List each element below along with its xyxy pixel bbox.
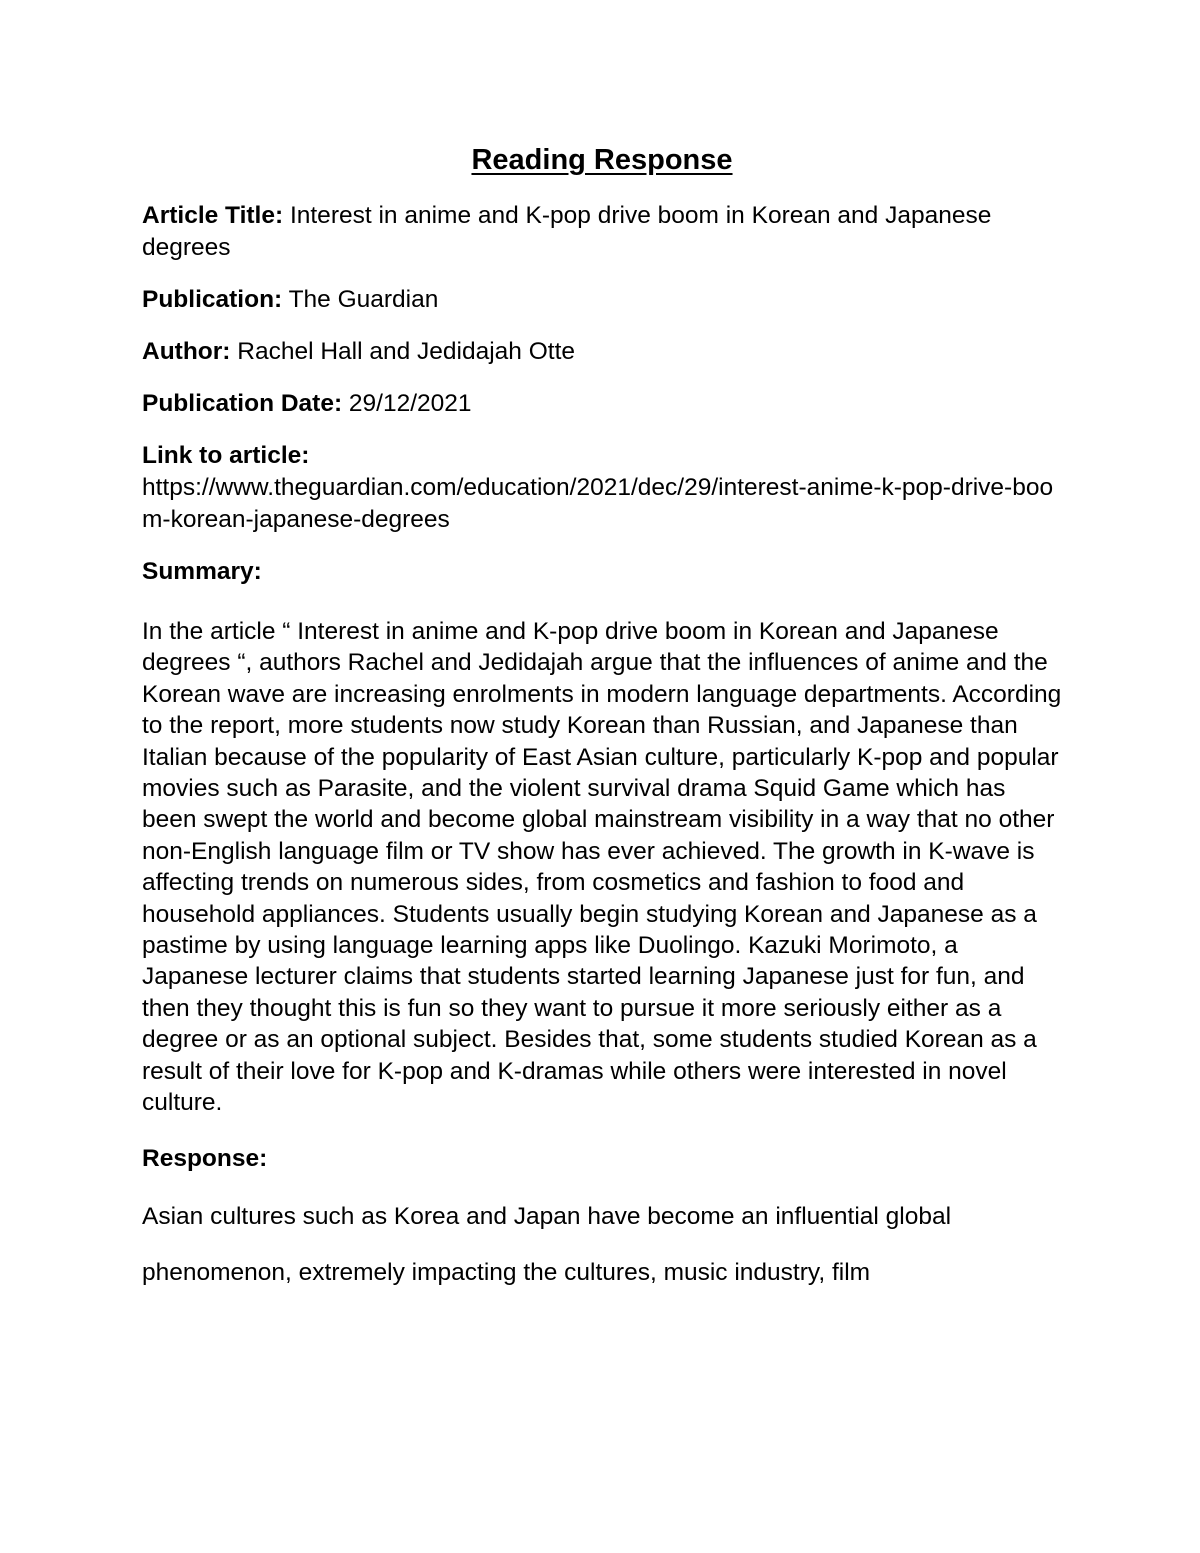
publication-value: The Guardian <box>282 286 439 313</box>
publication-date-value: 29/12/2021 <box>342 390 472 417</box>
author-label: Author: <box>142 338 231 365</box>
publication-date-field <box>142 388 1062 420</box>
author-field <box>142 336 1062 368</box>
summary-paragraph: In the article “ Interest in anime and K-pop drive boom in Korean and Japanese degrees “, authors Rachel and Jedidajah argue that the influences of anime and the Korean wave are increasing enrolments in modern language departments. According to the report, more students now study Korean than Russian, and Japanese than Italian because of the popularity of East Asian culture, particularly K-pop and popular movies such as Parasite, and the violent survival drama Squid Game which has been swept the world and become global mainstream visibility in a way that no other non-English language film or TV show has ever achieved. The growth in K-wave is affecting trends on numerous sides, from cosmetics and fashion to food and household appliances. Students usually begin studying Korean and Japanese as a pastime by using language learning apps like Duolingo. Kazuki Morimoto, a Japanese lecturer claims that students started learning Japanese just for fun, and then they thought this is fun so they want to pursue it more seriously either as a degree or as an optional subject. Besides that, some students studied Korean as a result of their love for K-pop and K-dramas while others were interested in novel culture. <box>142 618 1062 1117</box>
response-paragraph: Asian cultures such as Korea and Japan have become an influential global phenomenon, extremely impacting the cultures, music industry, film <box>142 1202 952 1286</box>
summary-heading: Summary: <box>142 558 262 585</box>
link-label: Link to article: <box>142 442 310 469</box>
document-body <box>142 140 1062 1301</box>
publication-label: Publication: <box>142 286 283 313</box>
article-link[interactable]: https://www.theguardian.com/education/2021/dec/29/interest-anime-k-pop-drive-boom-korean-japanese-degrees <box>142 474 1054 533</box>
article-title-field <box>142 200 1062 264</box>
link-field <box>142 440 1062 536</box>
author-value: Rachel Hall and Jedidajah Otte <box>230 338 576 365</box>
response-heading: Response: <box>142 1144 268 1172</box>
article-title-label: Article Title: <box>142 202 284 229</box>
publication-field <box>142 284 1062 316</box>
article-title-value: Interest in anime and K-pop drive boom in Korean and Japanese degrees <box>142 202 992 261</box>
publication-date-label: Publication Date: <box>142 390 343 417</box>
page-title: Reading Response <box>471 144 733 176</box>
